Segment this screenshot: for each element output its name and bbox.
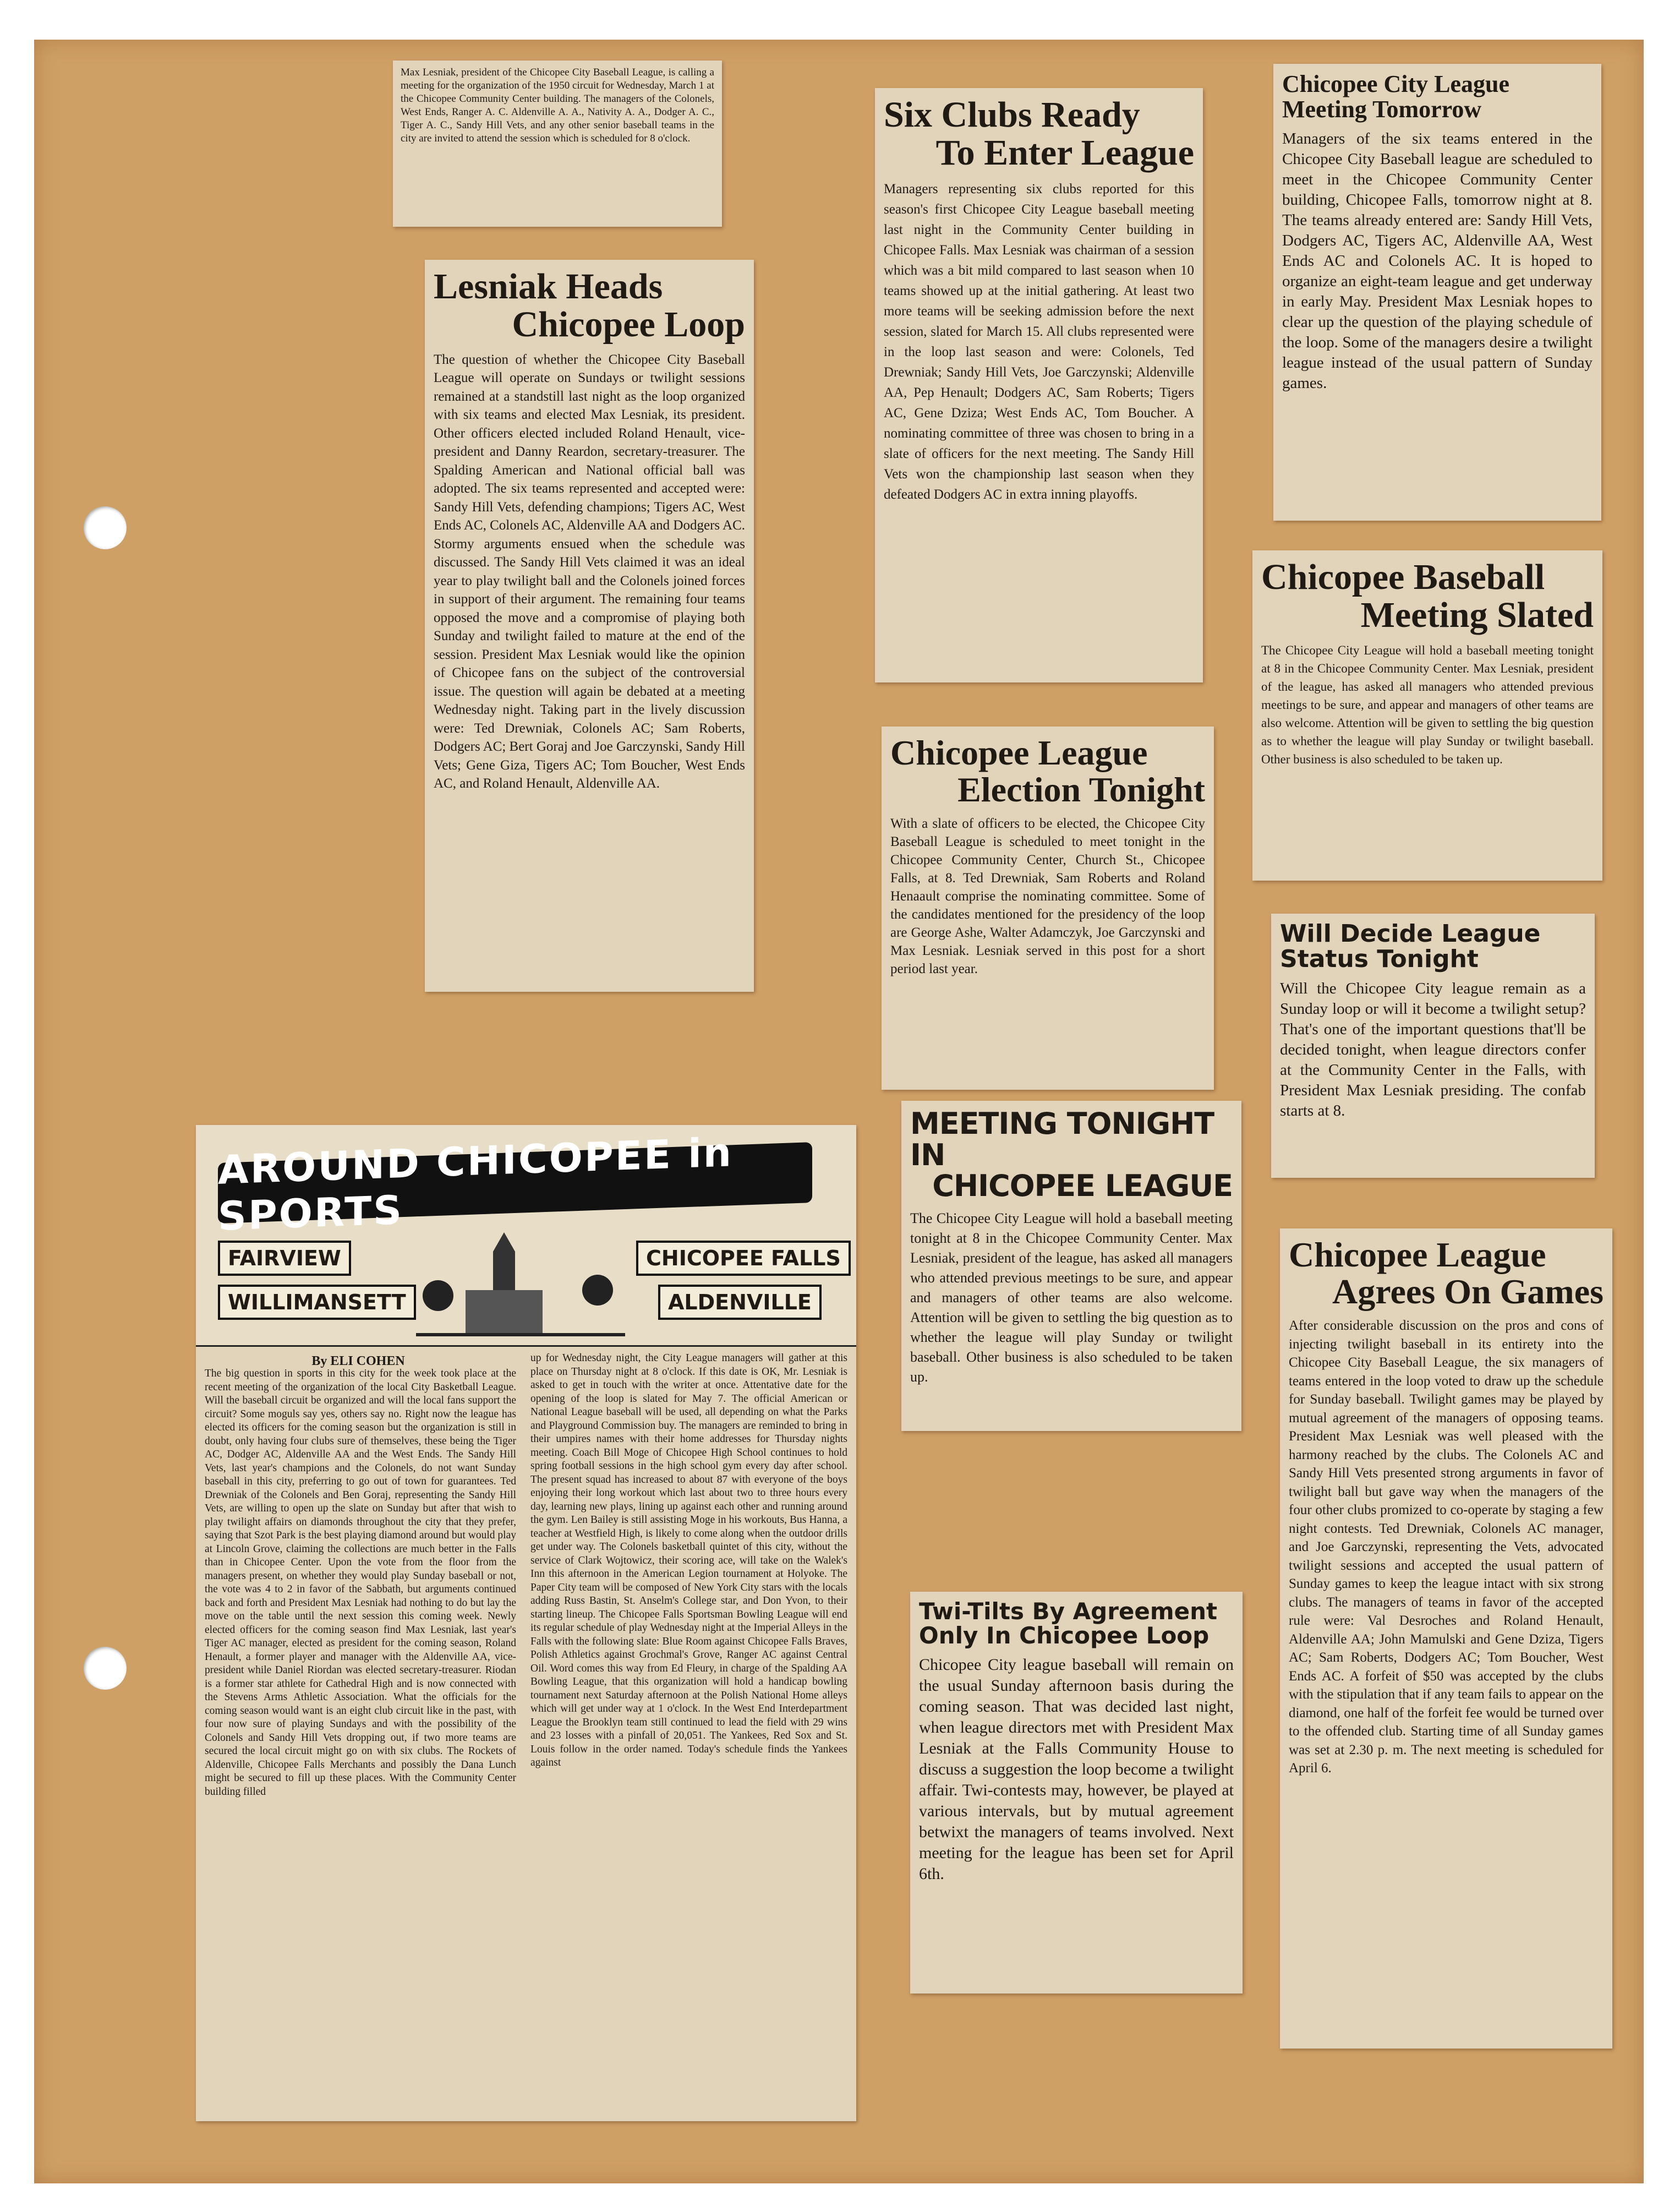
clipping-twi-tilts <box>910 1592 1243 1994</box>
headline-line-2: Election Tonight <box>957 770 1205 810</box>
headline-line-2: Meeting Tomorrow <box>1282 96 1482 123</box>
clipping-meeting-notice <box>393 61 722 227</box>
headline <box>910 1108 1233 1202</box>
clipping-text: Will the Chicopee City league remain as a Sunday loop or will it become a twilight setup? That's one of the important questions that'll be decided tonight, when league directors confer at the Community Center in the Falls, with President Max Lesniak presiding. The confab starts at 8. <box>1280 980 1586 1120</box>
clipping-text: The Chicopee City League will hold a baseball meeting tonight at 8 in the Chicopee Community Center. Max Lesniak, president of the league, has asked all managers who attended previous meetings to be sure, and appear and managers of other teams are also welcome. Attention will be given to settling the big question as to whether the league will play Sunday or twilight baseball. Other business is also scheduled to be taken up. <box>1261 643 1594 766</box>
headline <box>1280 921 1586 972</box>
clipping-meeting-tonight <box>901 1101 1241 1431</box>
headline-line-2: CHICOPEE LEAGUE <box>932 1168 1233 1204</box>
clipping-text: The question of whether the Chicopee City Baseball League will operate on Sundays or twilight sessions remained at a standstill last night as the loop organized with six teams and elected Max Lesniak, its president. Other officers elected included Roland Henault, vice-president and Danny Reardon, secretary-treasurer. The Spalding American and National official ball was adopted. The six teams represented and accepted were: Sandy Hill Vets, defending champions; Tigers AC, West Ends AC, Colonels AC, Aldenville AA and Dodgers AC. Stormy arguments ensued when the schedule was discussed. The Sandy Hill Vets claimed it was an ideal year to play twilight ball and the Colonels joined forces in support of their argument. The remaining four teams opposed the move and a compromise of playing both Sunday and twilight failed to mature at the end of the session. President Max Lesniak would like the opinion of Chicopee fans on the subject of the controversial issue. The question will again be debated at a meeting Wednesday night. Taking part in the lively discussion were: Ted Drewniak, Colonels AC; Sam Roberts, Dodgers AC; Bert Goraj and Joe Garczynski, Sandy Hill Vets; Gene Giza, Tigers AC; Tom Boucher, West Ends AC, and Roland Henault, Aldenville AA. <box>434 352 745 791</box>
headline <box>890 734 1205 808</box>
clipping-text: Managers representing six clubs reported for this season's first Chicopee City League baseball meeting last night in the Community Center building in Chicopee Falls. Max Lesniak was chairman of a session which was a bit mild compared to last season when 10 teams showed up at the initial gathering. At least two more teams will be seeking admission before the next session, slated for March 15. All clubs represented were in the loop last season and were: Colonels, Ted Drewniak; Sandy Hill Vets, Joe Garczynski; Aldenville AA, Pep Henault; Dodgers AC, Sam Roberts; Tigers AC, Gene Dziza; West Ends AC, Tom Boucher. A nominating committee of three was chosen to bring in a slate of officers for the next meeting. The Sandy Hill Vets won the championship last season when they defeated Dodgers AC in extra inning playoffs. <box>884 181 1194 502</box>
binder-hole-bottom <box>84 1647 127 1690</box>
clipping-text: With a slate of officers to be elected, the Chicopee City Baseball League is scheduled to meet tonight in the Chicopee Community Center, Church St., Chicopee Falls, at 8. Ted Drewniak, Sam Roberts and Roland Henaault comprise the nominating committee. Some of the candidates mentioned for the presidency of the loop are George Ashe, Walter Adamczyk, Joe Garczynski and Max Lesniak. Lesniak served in this post for a short period last year. <box>890 816 1205 977</box>
clipping-text: The Chicopee City League will hold a baseball meeting tonight at 8 in the Chicopee Community Center. Max Lesniak, president of the league, has asked all managers who attended previous meetings to be sure, and appear and managers of other teams are also welcome. Attention will be given to settling the big question as to whether the league will play Sunday or twilight baseball. Other business is also scheduled to be taken up. <box>910 1210 1233 1385</box>
headline <box>884 96 1194 172</box>
headline-line-1: Chicopee City League <box>1282 70 1510 97</box>
headline-line-1: Will Decide League <box>1280 920 1541 948</box>
clipping-lesniak-heads <box>425 260 754 992</box>
headline <box>434 267 745 344</box>
headline-line-1: MEETING TONIGHT IN <box>910 1106 1214 1172</box>
headline-line-2: Meeting Slated <box>1360 595 1594 636</box>
banner-tag-chicopee-falls: CHICOPEE FALLS <box>636 1241 851 1276</box>
headline-line-1: Twi-Tilts By Agreement <box>919 1598 1218 1625</box>
banner-tag-fairview: FAIRVIEW <box>218 1241 351 1276</box>
headline-line-2: To Enter League <box>935 133 1194 173</box>
headline <box>1282 72 1593 122</box>
banner-tag-aldenville: ALDENVILLE <box>658 1285 822 1320</box>
clipping-election <box>882 727 1214 1090</box>
column-banner <box>196 1125 856 1347</box>
binder-hole-top <box>84 506 127 549</box>
clipping-text: Max Lesniak, president of the Chicopee City Baseball League, is calling a meeting for the organization of the 1950 circuit for Wednesday, March 1 at the Chicopee Community Center building. The managers of the Colonels, West Ends, Ranger A. C. Aldenville A. A., Nativity A. A., Dodger A. C., Tiger A. C., Sandy Hill Vets, and any other senior baseball teams in the city are invited to attend the session which is scheduled for 8 o'clock. <box>401 67 714 144</box>
banner-illustration <box>416 1230 625 1340</box>
headline <box>1261 558 1594 635</box>
banner-title: AROUND CHICOPEE in SPORTS <box>218 1142 812 1224</box>
headline-line-2: Status Tonight <box>1280 945 1479 974</box>
headline-line-2: Only In Chicopee Loop <box>919 1622 1210 1650</box>
headline-line-1: Six Clubs Ready <box>884 95 1140 135</box>
headline-line-2: Chicopee Loop <box>512 304 745 345</box>
headline-line-2: Agrees On Games <box>1332 1272 1604 1312</box>
clipping-text: After considerable discussion on the pros and cons of injecting twilight baseball in its entirety into the Chicopee City Baseball League, the six managers of teams entered in the loop voted to draw up the schedule for Sunday baseball. Twilight games may be played by mutual agreement of the managers of opposing teams. President Max Lesniak was well pleased with the harmony reached by the clubs. The Colonels AC and Sandy Hill Vets presented strong arguments in favor of twilight ball but gave way when the managers of the four other clubs promized to co-operate by staging a few night contests. Ted Drewniak, Colonels AC manager, and Joe Garczynski, representing the Vets, advocated twilight sessions and accepted the usual pattern of Sunday games to keep the league intact with six strong clubs. The managers of teams in favor of the accepted rule were: Val Desroches and Roland Henault, Aldenville AA; John Mamulski and Gene Dziza, Tigers AC; Sam Roberts, Dodgers AC; Tom Boucher, West Ends AC. A forfeit of $50 was accepted by the clubs with the stipulation that if any team fails to appear on the diamond, one half of the forfeit fee would be turned over to the offended club. Starting time of all Sunday games was set at 2.30 p. m. The next meeting is scheduled for April 6. <box>1289 1318 1604 1776</box>
headline <box>1289 1236 1604 1310</box>
clipping-text: Chicopee City league baseball will remain on the usual Sunday afternoon basis during the coming season. That was decided last night, when league directors met with President Max Lesniak at the Falls Community House to discuss a suggestion the loop become a twilight affair. Twi-contests may, however, be played at various intervals, but by mutual agreement betwixt the managers of teams involved. Next meeting for the league has been set for April 6th. <box>919 1656 1234 1883</box>
scrapbook-page <box>34 40 1644 2183</box>
byline: By ELI COHEN <box>311 1354 405 1368</box>
clipping-meeting-tomorrow <box>1273 64 1601 521</box>
headline-line-1: Chicopee Baseball <box>1261 557 1545 597</box>
clipping-six-clubs <box>875 88 1203 682</box>
headline <box>919 1599 1234 1648</box>
clipping-will-decide <box>1271 914 1595 1178</box>
column-text-col2: up for Wednesday night, the City League managers will gather at this place on Thursday night at 8 o'clock. If this date is OK, Mr. Lesniak is asked to get in touch with the writer at once. Attentative date for the opening of the loop is slated for May 7. The official American or National League baseball will be used, all depending on what the Parks and Playground Commission buy. The managers are reminded to bring in their umpires names with their home addresses for Thursday nights meeting. Coach Bill Moge of Chicopee High School continues to hold spring football sessions in the high school gym every day after school. The present squad has increased to about 87 with everyone of the boys enjoying their long workout which last about two to three hours every day, learning new plays, lining up against each other and running around the gym. Len Bailey is still assisting Moge in his workouts, Bus Hanna, a teacher at Westfield High, is likely to come along when the outdoor drills get under way. The Colonels basketball quintet of this city, without the service of Clark Wojtowicz, their scoring ace, will take on the Walek's Inn this afternoon in the American Legion tournament at Holyoke. The Paper City team will be composed of New York City stars with the locals adding Russ Bastin, St. Anselm's College star, and Don Yvon, to their starting lineup. The Chicopee Falls Sportsman Bowling League will end its regular schedule of play Wednesday night at the Imperial Alleys in the Falls with the following slate: Blue Room against Chicopee Falls Braves, Polish Athletics against Grochmal's Grove, Ranger AC against Central Oil. Word comes this way from Ed Fleury, in charge of the Spalding AA Bowling League, that this organization will hold a handicap bowling tournament next Saturday afternoon at the Polish National Home alleys which will get under way at 1 o'clock. In the West End Interdepartment League the Brooklyn team still continued to lead the field with 29 wins and 23 losses with a pinfall of 20,051. The Yankees, Red Sox and St. Louis follow in the order named. Today's schedule finds the Yankees against <box>530 1352 847 1768</box>
headline-line-1: Chicopee League <box>890 733 1148 772</box>
banner-tag-willimansett: WILLIMANSETT <box>218 1285 416 1320</box>
column-text-col1: The big question in sports in this city for the week took place at the recent meeting of the organization of the local City Basketball League. Will the baseball circuit be organized and will the local fans support the circuit? Some moguls say yes, others say no. Right now the league has elected its officers for the coming season but the organization is still in doubt, only having four clubs sure of themselves, these being the Tiger AC, Dodger AC, Aldenville AA and the West Ends. The Sandy Hill Vets, last year's champions and the Colonels, do not want Sunday baseball in this city, preferring to go out of town for guarantees. Ted Drewniak of the Colonels and Ben Goraj, representing the Sandy Hill Vets, are willing to open up the slate on Sunday but after that wish to play twilight affairs on diamonds throughout the city that they prefer, saying that Szot Park is the best playing diamond around but would play at Lincoln Grove, claiming the collections are much better in the Falls than in Chicopee Center. Upon the vote from the floor from the managers present, on whether they would play Sunday baseball or not, the vote was 4 to 2 in favor of the Sabbath, but arguments continued back and forth and President Max Lesniak had nothing to do but lay the move on the table until the next session this coming week. Newly elected officers for the coming season find Max Lesniak, last year's Tiger AC manager, elected as president for the coming season, Roland Henault, a former player and manager with the Aldenville AA, vice-president while Daniel Riordan was elected secretary-treasurer. Riodan is a former star athlete for Cathedral High and is now connected with the Stevens Arms Athletic Association. What the officials for the coming season would want is an eight club circuit like in the past, with four now sure of playing Sundays and with the possibility of the Colonels and Sandy Hill Vets dropping out, if two more teams are secured the local circuit might go on with six clubs. The Rockets of Aldenville, Chicopee Falls Merchants and possibly the Dana Lunch might be secured to fill up these places. With the Community Center building filled <box>205 1368 516 1798</box>
headline-line-1: Chicopee League <box>1289 1235 1546 1274</box>
clipping-around-chicopee <box>196 1125 856 2121</box>
clipping-text: Managers of the six teams entered in the Chicopee City Baseball league are scheduled to meet in the Chicopee Community Center building, Chicopee Falls, tomorrow night at 8. The teams already entered are: Sandy Hill Vets, Dodgers AC, Tigers AC, Aldenville AA, West Ends AC and Colonels AC. It is hoped to organize an eight-team league and get underway in early May. President Max Lesniak hopes to clear up the question of the playing schedule of the loop. Some of the managers desire a twilight league instead of the usual pattern of Sunday games. <box>1282 130 1593 392</box>
clipping-agrees <box>1280 1228 1612 2049</box>
clipping-meeting-slated <box>1252 550 1602 881</box>
headline-line-1: Lesniak Heads <box>434 266 663 307</box>
